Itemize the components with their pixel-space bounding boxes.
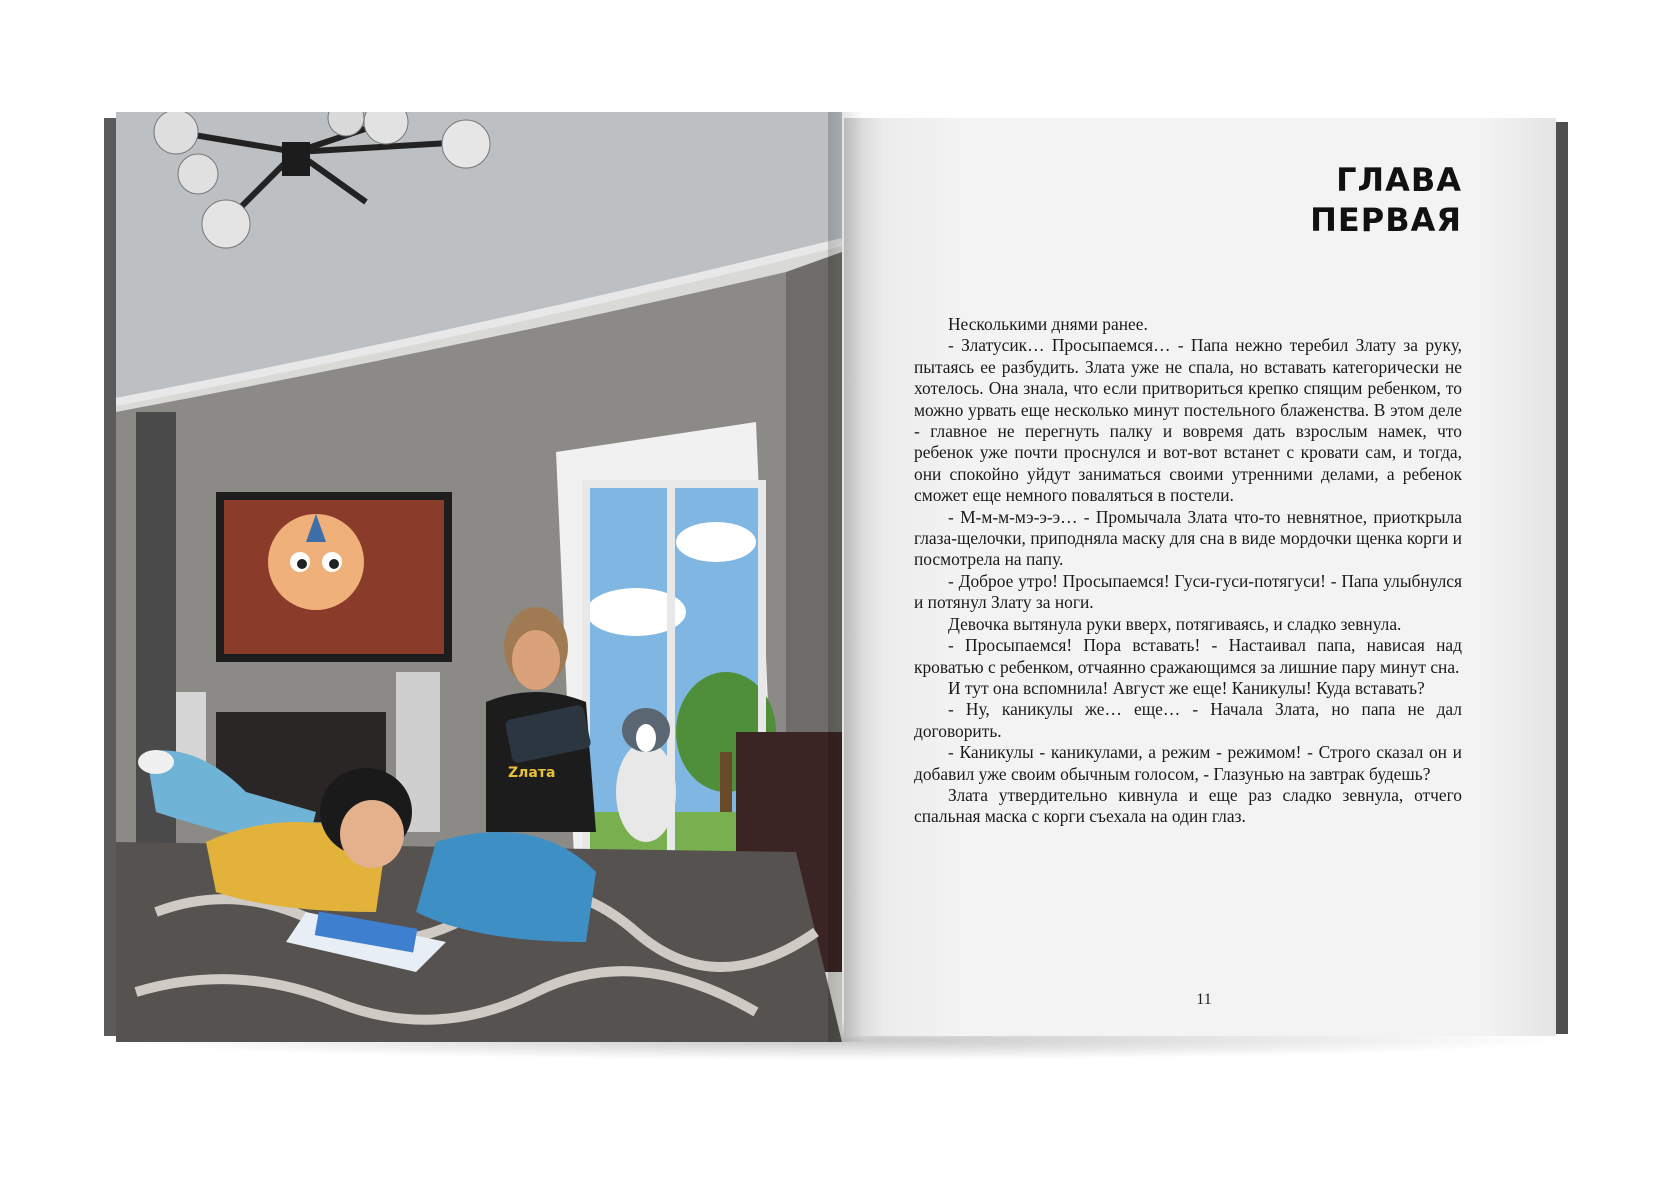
dog (616, 708, 676, 842)
spine-shade (828, 112, 864, 1042)
paragraph: - Ну, каникулы же… еще… - Начала Злата, но папа не дал договорить. (914, 699, 1462, 741)
chapter-line-1: ГЛАВА (1336, 161, 1462, 199)
chapter-title (1202, 160, 1462, 240)
paragraph: - М-м-м-мэ-э-э… - Промычала Злата что-то невнятное, приоткрыла глаза-щелочки, приподняла маску для сна в виде мордочки щенка корги и посмотрела на папу. (914, 506, 1462, 570)
chapter-line-2: ПЕРВАЯ (1310, 201, 1462, 239)
text-page (844, 118, 1556, 1036)
paragraph: - Златусик… Просыпаемся… - Папа нежно теребил Злату за руку, пытаясь ее разбудить. Злата уже не спала, но вставать категорически не хотелось. Она знала, что если притвориться крепко спящим ребенком, то можно урвать еще несколько минут постельного блаженства. В этом деле - главное не перегнуть палку и вовремя дать взрослым намек, что ребенок уже почти проснулся и вот-вот встанет с кровати сам, и тогда, они спокойно уйдут заниматься своими утренними делами, а ребенок сможет еще немного поваляться в постели. (914, 335, 1462, 506)
page-number: 11 (1196, 991, 1212, 1008)
paragraph: - Каникулы - каникулами, а режим - режимом! - Строго сказал он и добавил уже своим обычным голосом, - Глазунью на завтрак будешь? (914, 742, 1462, 784)
paragraph: - Просыпаемся! Пора вставать! - Настаивал папа, нависая над кроватью с ребенком, отчаянно сражающимся за лишние пару минут сна. (914, 635, 1462, 677)
shirt-text: Zлата (508, 765, 556, 781)
paragraph: Злата утвердительно кивнула и еще раз сладко зевнула, отчего спальная маска с корги съехала на один глаз. (914, 784, 1462, 827)
paragraph: - Доброе утро! Просыпаемся! Гуси-гуси-потягуси! - Папа улыбнулся и потянул Злату за ноги. (914, 570, 1462, 613)
cover-edge-right (1556, 122, 1568, 1034)
tv (216, 492, 452, 662)
body-text (914, 314, 1462, 828)
paragraph: Девочка вытянула руки вверх, потягиваясь, и сладко зевнула. (948, 613, 1402, 634)
paragraph: И тут она вспомнила! Август же еще! Каникулы! Куда вставать? (948, 677, 1425, 698)
paragraph: Несколькими днями ранее. (948, 314, 1148, 334)
illustration-page (116, 112, 842, 1042)
illustration (116, 112, 842, 1042)
cover-edge-left (104, 118, 116, 1036)
